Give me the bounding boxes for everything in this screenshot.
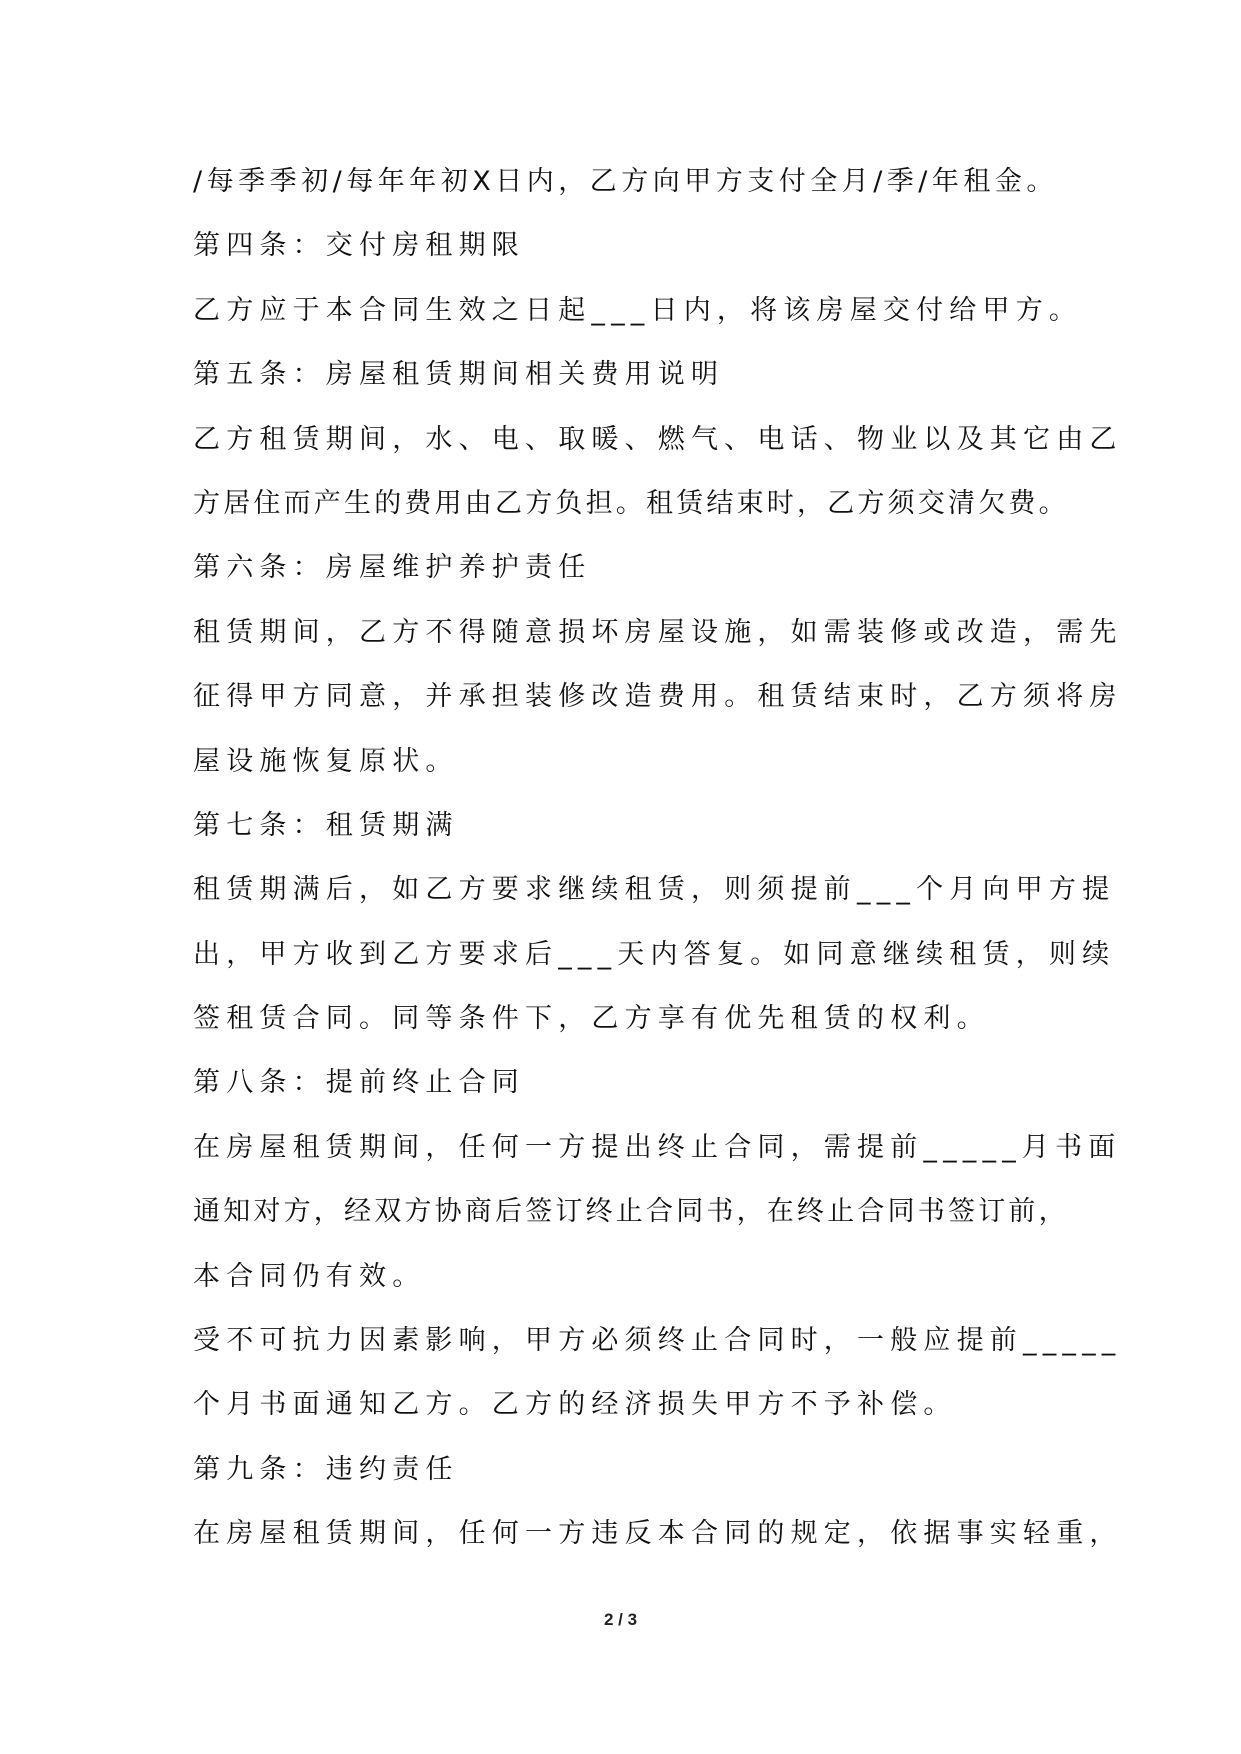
article-9-heading: 第九条：违约责任 — [193, 1453, 459, 1485]
paragraph-line: 本合同仍有效。 — [193, 1260, 426, 1292]
paragraph-line: 受不可抗力因素影响，甲方必须终止合同时，一般应提前_____ — [193, 1325, 1122, 1357]
paragraph-line: 通知对方，经双方协商后签订终止合同书，在终止合同书签订前， — [193, 1196, 1069, 1228]
article-8-heading: 第八条：提前终止合同 — [193, 1067, 525, 1099]
article-5-heading: 第五条：房屋租赁期间相关费用说明 — [193, 359, 725, 391]
paragraph-line: 在房屋租赁期间，任何一方提出终止合同，需提前_____月书面 — [193, 1131, 1122, 1163]
paragraph-line: 征得甲方同意，并承担装修改造费用。租赁结束时，乙方须将房 — [193, 681, 1123, 713]
paragraph-line: 签租赁合同。同等条件下，乙方享有优先租赁的权利。 — [193, 1003, 990, 1035]
contract-body — [193, 150, 1123, 1567]
paragraph-line: 在房屋租赁期间，任何一方违反本合同的规定，依据事实轻重， — [193, 1518, 1123, 1550]
paragraph-line: 乙方应于本合同生效之日起___日内，将该房屋交付给甲方。 — [193, 294, 1083, 326]
article-6-heading: 第六条：房屋维护养护责任 — [193, 552, 592, 584]
article-4-heading: 第四条：交付房租期限 — [193, 230, 525, 262]
paragraph-line: 租赁期满后，如乙方要求继续租赁，则须提前___个月向甲方提 — [193, 874, 1116, 906]
paragraph-line: 出，甲方收到乙方要求后___天内答复。如同意继续租赁，则续 — [193, 938, 1116, 970]
paragraph-line: 屋设施恢复原状。 — [193, 745, 459, 777]
paragraph-line: 方居住而产生的费用由乙方负担。租赁结束时，乙方须交清欠费。 — [193, 487, 1069, 519]
paragraph-line: 乙方租赁期间，水、电、取暖、燃气、电话、物业以及其它由乙 — [193, 423, 1123, 455]
page-number: 2 / 3 — [603, 1610, 638, 1629]
article-7-heading: 第七条：租赁期满 — [193, 809, 459, 841]
paragraph-line: 个月书面通知乙方。乙方的经济损失甲方不予补偿。 — [193, 1389, 957, 1421]
paragraph-line-payment-schedule: /每季季初/每年年初X日内，乙方向甲方支付全月/季/年租金。 — [193, 166, 1058, 197]
paragraph-line: 租赁期间，乙方不得随意损坏房屋设施，如需装修或改造，需先 — [193, 616, 1123, 648]
